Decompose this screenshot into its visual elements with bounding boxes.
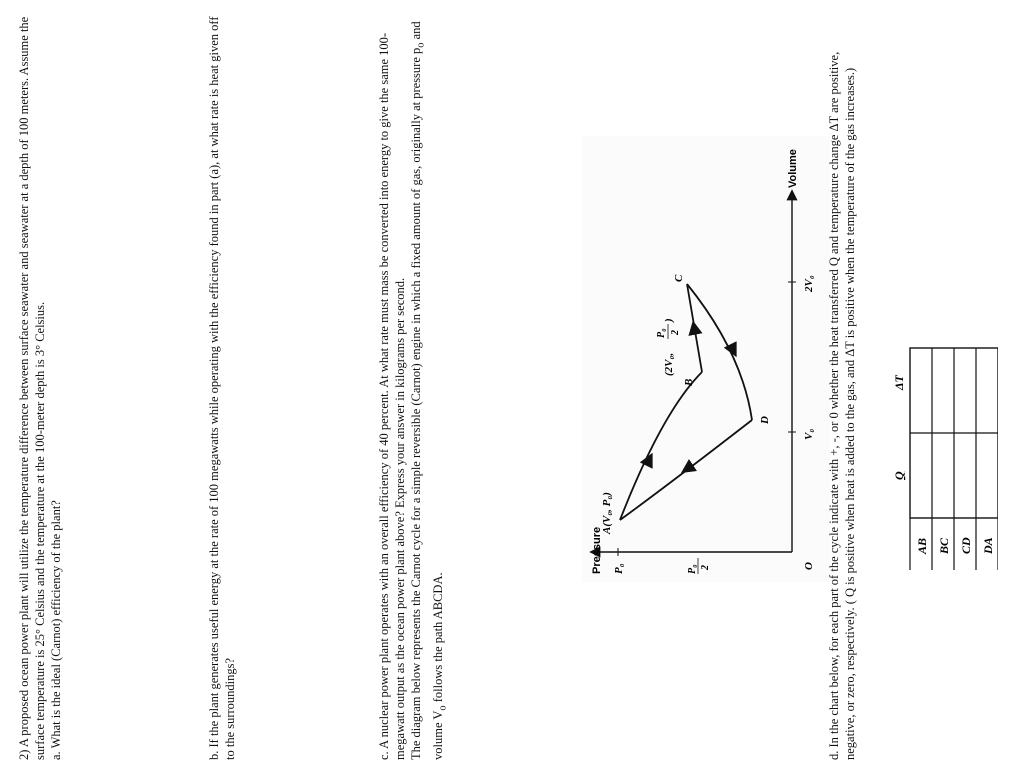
arrow-AB [648, 456, 651, 462]
path-CD [687, 284, 752, 420]
y-tick-half-den: 2 [700, 565, 711, 570]
q-delta-t-chart [890, 318, 998, 578]
part-a-question: a. What is the ideal (Carnot) efficiency of the plant? [49, 500, 63, 760]
origin-label: O [803, 562, 815, 570]
column-header-delta-t: ΔT [892, 375, 906, 390]
part-b-block [206, 14, 238, 760]
path-AB [620, 372, 702, 520]
part-d-block [826, 14, 858, 760]
x-tick-v0-label: V₀ [803, 428, 815, 440]
problem-2-intro: 2) A proposed ocean power plant will utilize the temperature difference between surface seawater and seawater at a depth of 100 meters. Assume the surface temperature is 25° Celsius and the temperature at the 100-meter depth is 3° Celsius. [17, 16, 47, 760]
x-tick-2v0-label: 2V₀ [803, 275, 815, 292]
y-tick-p0-label: P₀ [613, 563, 625, 574]
x-axis-title: Volume [787, 149, 799, 188]
part-d-question: d. In the chart below, for each part of the cycle indicate with +, -, or 0 whether the heat transferred Q and temperature change ΔT are positive, negative, or zero, respectively. ( Q is positive when heat is added to the gas, and ΔT is positive when the temperature of the gas increases.) [827, 51, 857, 760]
y-axis-title: Pressure [591, 526, 603, 574]
label-point-B-frac-num: P₀ [656, 328, 667, 338]
label-point-D: D [759, 416, 771, 424]
diagram-description-end: follows the path ABCDA. [430, 572, 445, 706]
part-c-block [376, 14, 451, 760]
label-point-B-coord-left: (2V₀, [663, 352, 675, 376]
subscript-o: o [415, 42, 427, 48]
part-b-question: b. If the plant generates useful energy at the rate of 100 megawatts while operating with the efficiency found in part (a), at what rate is heat given off to the surroundings? [207, 16, 237, 760]
subscript-o-2: o [437, 705, 448, 711]
label-point-C: C [673, 274, 685, 282]
row-label-CD: CD [959, 537, 973, 554]
diagram-description-text: The diagram below represents the Carnot cycle for a simple reversible (Carnot) engine in which a fixed amount of gas, originally at pressure p [409, 47, 423, 760]
label-point-B: B [683, 378, 695, 386]
part-c-question: c. A nuclear power plant operates with an overall efficiency of 40 percent. At what rate must mass be converted into energy to give the same 100-megawatt output as the ocean power plant above? Express your answer in kilograms per second. [377, 32, 407, 760]
row-label-DA: DA [981, 537, 995, 554]
diagram-description-mid: and volume V [409, 21, 445, 760]
diagram-description [408, 14, 451, 760]
row-label-AB: AB [915, 537, 929, 554]
carnot-pv-diagram [582, 136, 830, 582]
label-point-A: A(V₀, P₀) [601, 492, 613, 534]
row-label-BC: BC [937, 537, 951, 554]
column-header-q: Q [892, 471, 906, 480]
y-tick-half-num: P₀ [687, 564, 698, 574]
label-point-B-frac-den: 2 [670, 330, 681, 335]
label-point-B-coord-right: ) [663, 318, 675, 322]
problem-2-intro-block [16, 14, 64, 760]
